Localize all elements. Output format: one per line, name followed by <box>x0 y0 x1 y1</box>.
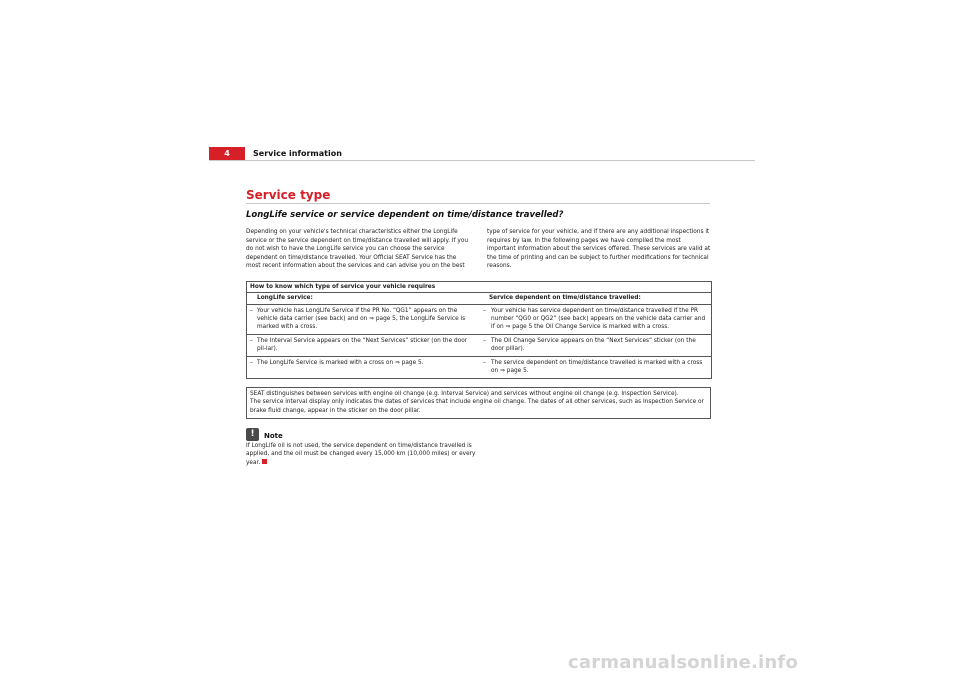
page-header <box>209 147 755 161</box>
column-header-time-distance: Service dependent on time/distance travelled: <box>489 295 641 301</box>
page-number: 4 <box>209 147 245 160</box>
info-box-line-2: The service interval display only indicates the dates of services that include engine oil change. The dates of all other services, such as Inspection Service or brake fluid change, appear in the sticker on the door pillar. <box>250 399 704 414</box>
table-cell-time-distance: – The Oil Change Service appears on the “Next Services” sticker (on the door pillar). <box>479 335 711 356</box>
column-header-longlife: LongLife service: <box>257 295 313 301</box>
info-box-line-1: SEAT distinguishes between services with engine oil change (e.g. Interval Service) and services without engine oil change (e.g. Inspection Service). <box>250 391 679 397</box>
note-body: If LongLife oil is not used, the service dependent on time/distance travelled is applied, and the oil must be changed every 15,000 km (10,000 miles) or every year. <box>246 443 476 466</box>
table-cell-time-distance: – The service dependent on time/distance travelled is marked with a cross on ⇒ page 5. <box>479 357 711 378</box>
service-type-table <box>246 281 712 379</box>
intro-left-column: Depending on your vehicle's technical characteristics either the LongLife service or the service dependent on time/distance travelled will apply. If you do not wish to have the LongLife service you can choose the service dependent on time/distance travelled. Your Official SEAT Service has the most recent information about the services and can advise you on the best <box>246 229 469 270</box>
table-row <box>247 357 711 378</box>
table-cell-longlife: – The LongLife Service is marked with a cross on ⇒ page 5. <box>247 357 479 378</box>
note-text <box>246 442 478 467</box>
table-heading: How to know which type of service your vehicle requires <box>247 282 711 293</box>
info-box <box>246 387 711 419</box>
watermark: carmanualsonline.info <box>568 652 799 673</box>
note-title: Note <box>264 432 283 440</box>
table-cell-longlife: – The Interval Service appears on the “Next Services” sticker (on the door pil-lar). <box>247 335 479 356</box>
note-icon <box>246 428 259 441</box>
table-cell-time-distance: – Your vehicle has service dependent on time/distance travelled if the PR number “QG0 or QG2” (see back) appears on the vehicle data carrier and if on ⇒ page 5 the Oil Change Service is marked with a cross. <box>479 305 711 334</box>
table-row <box>247 335 711 357</box>
intro-right-column: type of service for your vehicle, and if there are any additional inspections it requires by law. In the following pages we have compiled the most important information about the services offered. These services are valid at the time of printing and can be subject to further modifications for technical reasons. <box>487 229 711 270</box>
table-cell-longlife: – Your vehicle has LongLife Service if the PR No. “QG1” appears on the vehicle data carrier (see back) and on ⇒ page 5, the LongLife Service is marked with a cross. <box>247 305 479 334</box>
section-subtitle: LongLife service or service dependent on time/distance travelled? <box>246 210 564 220</box>
section-title: Service type <box>246 188 710 204</box>
table-row <box>247 305 711 335</box>
end-of-section-icon <box>262 459 267 464</box>
header-title: Service information <box>253 149 342 158</box>
table-column-headers <box>247 293 711 305</box>
